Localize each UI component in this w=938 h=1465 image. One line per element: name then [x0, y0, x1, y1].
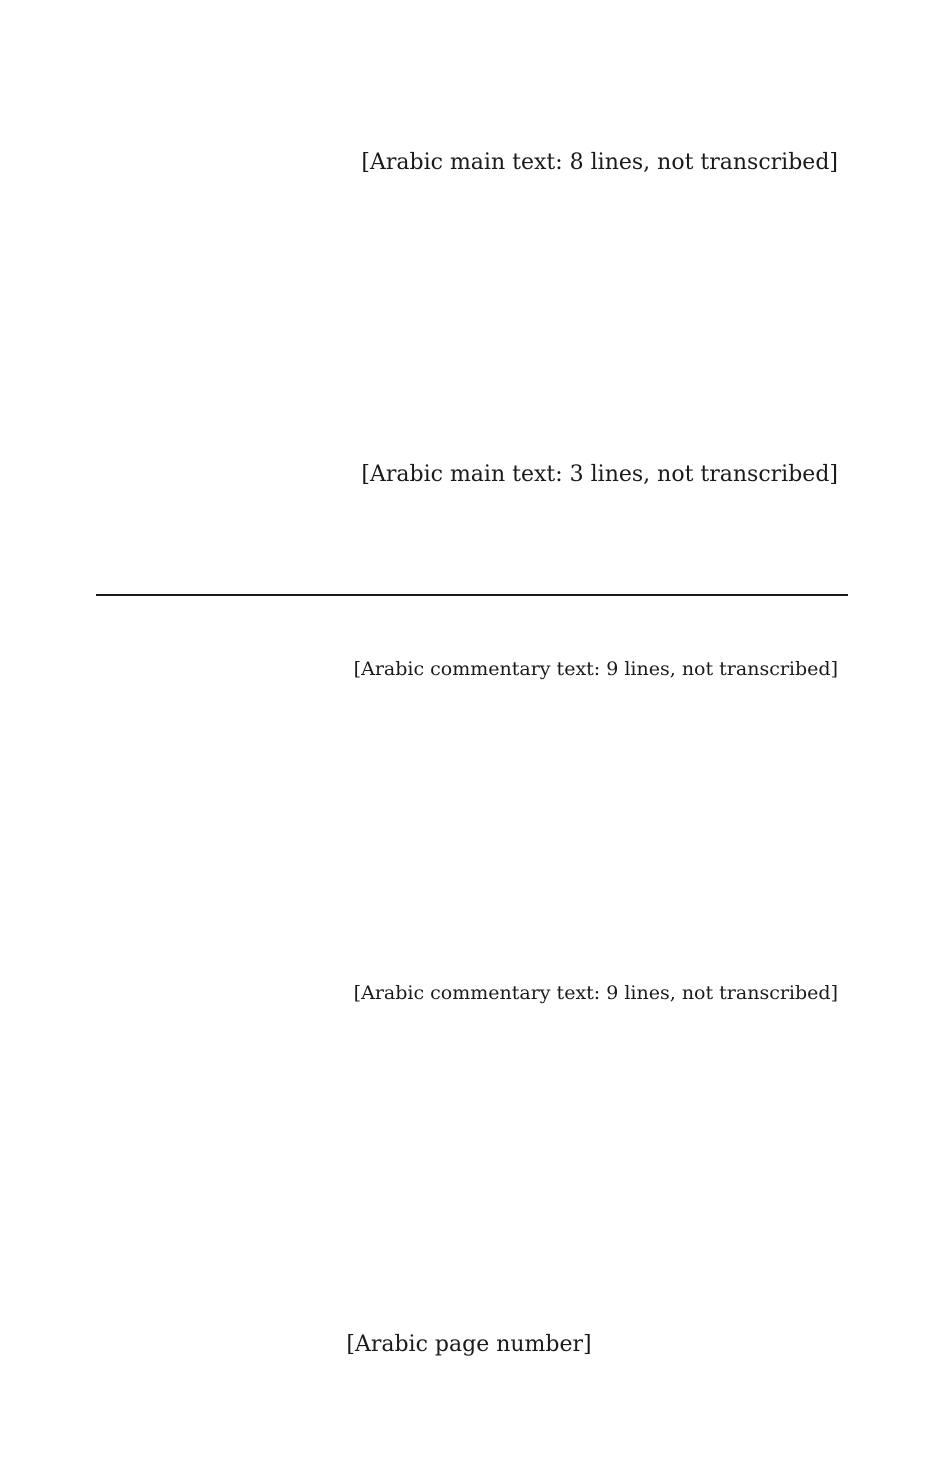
footnote-separator	[96, 594, 848, 596]
commentary-paragraph-2: [Arabic commentary text: 9 lines, not transcribed]	[353, 982, 838, 1004]
page-number: [Arabic page number]	[346, 1332, 592, 1357]
commentary-paragraph-1: [Arabic commentary text: 9 lines, not transcribed]	[353, 658, 838, 680]
main-paragraph-2: [Arabic main text: 3 lines, not transcribed]	[361, 462, 838, 487]
main-paragraph-1: [Arabic main text: 8 lines, not transcribed]	[361, 150, 838, 175]
